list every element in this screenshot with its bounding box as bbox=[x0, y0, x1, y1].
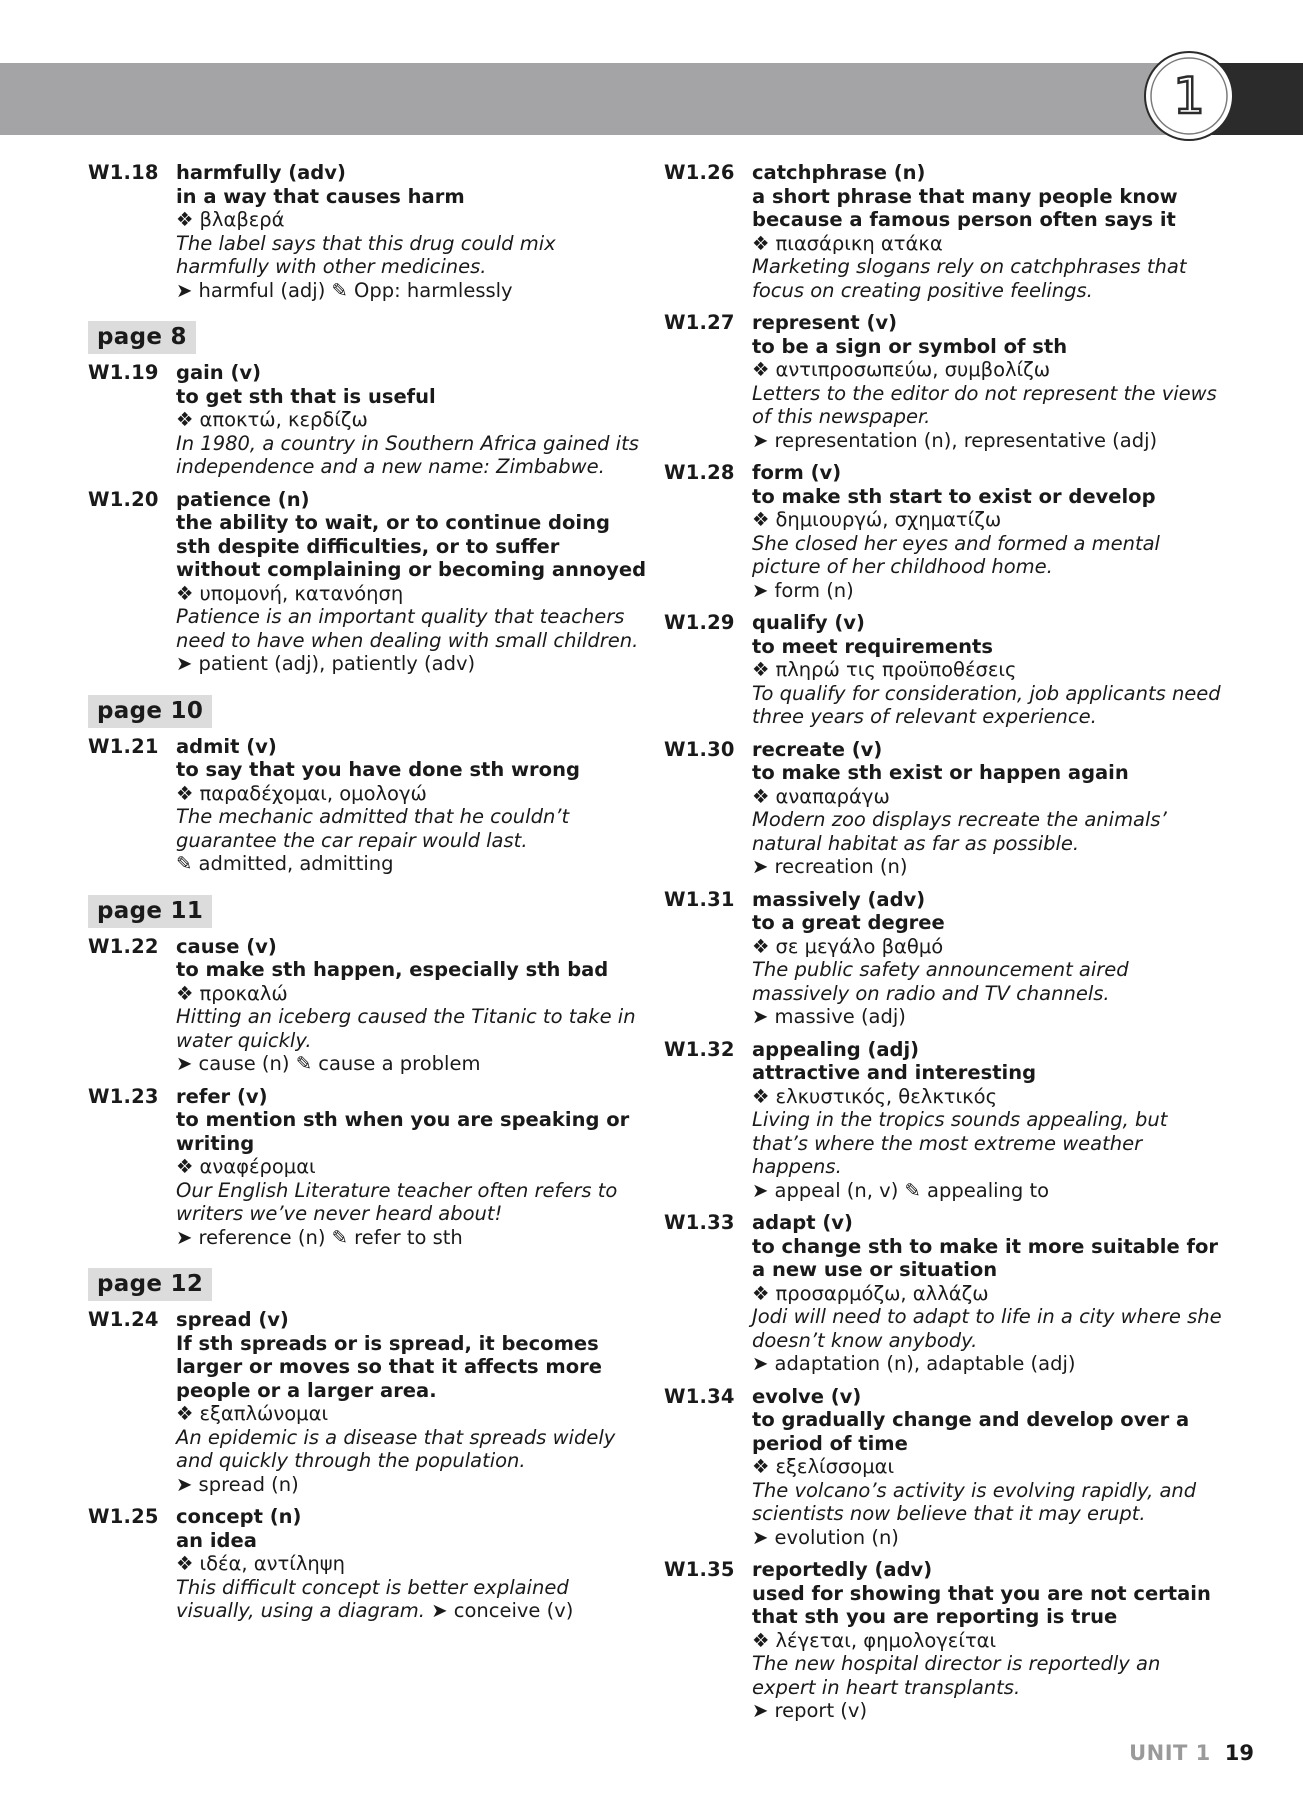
unit-badge bbox=[1143, 50, 1235, 142]
entry-greek-translation: προκαλώ bbox=[199, 981, 288, 1005]
entry-greek-line bbox=[752, 935, 1224, 959]
entry-definition: If sth spreads or is spread, it becomes larger or moves so that it affects more people or a larger area. bbox=[176, 1331, 602, 1402]
entry-greek-translation: υπομονή, κατανόηση bbox=[199, 581, 404, 605]
glossary-entry bbox=[664, 311, 1224, 452]
entry-headword: spread (v) bbox=[176, 1308, 289, 1331]
entry-related: ➤ harmful (adj) ✎ Opp: harmlessly bbox=[176, 278, 513, 302]
entry-body bbox=[752, 1385, 1224, 1550]
entry-example: Marketing slogans rely on catchphrases that focus on creating positive feelings. bbox=[752, 255, 1187, 302]
entry-body bbox=[176, 161, 648, 302]
greek-marker-icon: ❖ bbox=[752, 231, 770, 255]
entry-body bbox=[752, 461, 1224, 602]
glossary-entry bbox=[664, 888, 1224, 1029]
entry-example: The mechanic admitted that he couldn’t guarantee the car repair would last. bbox=[176, 805, 570, 852]
entry-id: W1.24 bbox=[88, 1308, 159, 1331]
greek-marker-icon: ❖ bbox=[752, 934, 770, 958]
entry-definition: an idea bbox=[176, 1528, 257, 1552]
entry-greek-translation: ελκυστικός, θελκτικός bbox=[775, 1084, 998, 1108]
glossary-entry bbox=[88, 1505, 648, 1623]
glossary-entry bbox=[664, 611, 1224, 729]
entry-related: ➤ recreation (n) bbox=[752, 855, 908, 878]
entry-greek-translation: προσαρμόζω, αλλάζω bbox=[775, 1281, 989, 1305]
entry-id: W1.33 bbox=[664, 1211, 735, 1234]
entry-example-line bbox=[176, 1576, 648, 1623]
entry-greek-translation: ιδέα, αντίληψη bbox=[199, 1552, 346, 1575]
entry-definition: to a great degree bbox=[752, 911, 945, 934]
entry-headword: qualify (v) bbox=[752, 611, 865, 634]
entry-greek-line bbox=[176, 782, 648, 806]
entry-body bbox=[176, 488, 648, 676]
entry-example: Hitting an iceberg caused the Titanic to take in water quickly. bbox=[176, 1005, 636, 1052]
entry-example: Living in the tropics sounds appealing, but that’s where the most extreme weather happens. bbox=[752, 1108, 1168, 1178]
entry-example: Letters to the editor do not represent the views of this newspaper. bbox=[752, 381, 1217, 428]
entry-headword: admit (v) bbox=[176, 734, 277, 758]
entry-greek-line bbox=[752, 658, 1224, 682]
glossary-entry bbox=[664, 1038, 1224, 1203]
unit-number: 1 bbox=[1173, 67, 1205, 125]
entry-id: W1.28 bbox=[664, 461, 735, 484]
page-section-wrapper bbox=[88, 885, 648, 935]
entry-definition: to make sth start to exist or develop bbox=[752, 484, 1156, 508]
entry-greek-translation: αναφέρομαι bbox=[199, 1155, 316, 1178]
entry-related: ➤ adaptation (n), adaptable (adj) bbox=[752, 1352, 1076, 1375]
page-section-wrapper bbox=[88, 685, 648, 735]
entry-body bbox=[176, 935, 648, 1076]
greek-marker-icon: ❖ bbox=[176, 1402, 194, 1425]
entry-headword: concept (n) bbox=[176, 1505, 302, 1528]
entry-body bbox=[752, 1558, 1224, 1723]
entry-id: W1.21 bbox=[88, 734, 159, 758]
entry-headword: patience (n) bbox=[176, 487, 310, 511]
entry-headword: form (v) bbox=[752, 461, 842, 484]
entry-headword: represent (v) bbox=[752, 311, 898, 334]
entry-related: ✎ admitted, admitting bbox=[176, 852, 394, 875]
glossary-entry bbox=[88, 1085, 648, 1250]
greek-marker-icon: ❖ bbox=[176, 408, 194, 431]
entry-body bbox=[752, 161, 1224, 302]
entry-example: Jodi will need to adapt to life in a city where she doesn’t know anybody. bbox=[752, 1305, 1222, 1352]
entry-body bbox=[176, 361, 648, 479]
footer-page-number: 19 bbox=[1224, 1741, 1254, 1765]
entry-id: W1.22 bbox=[88, 934, 159, 958]
entry-definition: used for showing that you are not certain that sth you are reporting is true bbox=[752, 1581, 1211, 1628]
entry-related: ➤ form (n) bbox=[752, 578, 854, 602]
entry-greek-translation: πληρώ τις προϋποθέσεις bbox=[775, 658, 1017, 681]
entry-greek-line bbox=[752, 1629, 1224, 1653]
entry-greek-translation: εξελίσσομαι bbox=[775, 1455, 895, 1478]
greek-marker-icon: ❖ bbox=[752, 784, 770, 808]
footer-unit-label: UNIT 1 bbox=[1129, 1741, 1211, 1765]
entry-headword: reportedly (adv) bbox=[752, 1558, 933, 1581]
greek-marker-icon: ❖ bbox=[752, 1455, 770, 1478]
entry-example: The new hospital director is reportedly an expert in heart transplants. bbox=[752, 1652, 1161, 1699]
entry-definition: to make sth happen, especially sth bad bbox=[176, 958, 609, 981]
entry-definition: to meet requirements bbox=[752, 634, 993, 658]
glossary-entry bbox=[664, 1385, 1224, 1550]
entry-body bbox=[752, 738, 1224, 879]
entry-id: W1.26 bbox=[664, 161, 735, 184]
entry-definition: to mention sth when you are speaking or writing bbox=[176, 1108, 630, 1155]
entry-body bbox=[176, 735, 648, 876]
entry-greek-line bbox=[176, 408, 648, 432]
entry-definition: attractive and interesting bbox=[752, 1061, 1037, 1084]
entry-greek-translation: σε μεγάλο βαθμό bbox=[775, 934, 944, 958]
entry-definition: the ability to wait, or to continue doing sth despite difficulties, or to suffer without complaining or becoming annoyed bbox=[176, 511, 647, 581]
entry-headword: refer (v) bbox=[176, 1084, 268, 1108]
greek-marker-icon: ❖ bbox=[176, 208, 194, 231]
entry-body bbox=[752, 1038, 1224, 1203]
entry-id: W1.32 bbox=[664, 1037, 735, 1061]
entry-greek-translation: βλαβερά bbox=[199, 208, 285, 231]
glossary-entry bbox=[664, 738, 1224, 879]
entry-body bbox=[752, 311, 1224, 452]
entry-example: The public safety announcement aired massively on radio and TV channels. bbox=[752, 958, 1129, 1005]
entry-greek-line bbox=[176, 1155, 648, 1179]
right-column bbox=[664, 161, 1224, 1732]
page-footer bbox=[1129, 1740, 1254, 1766]
greek-marker-icon: ❖ bbox=[752, 1084, 770, 1108]
entry-id: W1.29 bbox=[664, 611, 735, 634]
entry-example: This difficult concept is better explained visually, using a diagram. bbox=[176, 1575, 569, 1622]
entry-example: The volcano’s activity is evolving rapidly, and scientists now believe that it may erupt. bbox=[752, 1478, 1197, 1525]
glossary-entry bbox=[664, 1211, 1224, 1376]
entry-related: ➤ patient (adj), patiently (adv) bbox=[176, 652, 476, 675]
greek-marker-icon: ❖ bbox=[176, 781, 194, 805]
entry-definition: to gradually change and develop over a period of time bbox=[752, 1408, 1190, 1455]
entry-id: W1.34 bbox=[664, 1384, 735, 1408]
page-section-label: page 12 bbox=[88, 1268, 212, 1301]
glossary-entry bbox=[664, 1558, 1224, 1723]
entry-id: W1.27 bbox=[664, 311, 735, 334]
greek-marker-icon: ❖ bbox=[176, 1155, 194, 1178]
entry-related: ➤ spread (n) bbox=[176, 1472, 299, 1496]
glossary-entry bbox=[664, 161, 1224, 302]
entry-headword: appealing (adj) bbox=[752, 1037, 920, 1061]
entry-body bbox=[176, 1308, 648, 1496]
entry-id: W1.30 bbox=[664, 737, 735, 761]
left-column bbox=[88, 161, 648, 1632]
entry-headword: massively (adv) bbox=[752, 887, 926, 911]
greek-marker-icon: ❖ bbox=[176, 581, 194, 605]
greek-marker-icon: ❖ bbox=[752, 508, 770, 531]
entry-greek-translation: λέγεται, φημολογείται bbox=[775, 1628, 997, 1652]
header-bar bbox=[0, 63, 1170, 135]
entry-greek-line bbox=[752, 508, 1224, 532]
entry-example: Modern zoo displays recreate the animals’ natural habitat as far as possible. bbox=[752, 808, 1167, 855]
entry-id: W1.23 bbox=[88, 1084, 159, 1108]
entry-related: ➤ evolution (n) bbox=[752, 1525, 899, 1549]
glossary-entry bbox=[88, 488, 648, 676]
entry-related: ➤ appeal (n, v) ✎ appealing to bbox=[752, 1178, 1050, 1202]
entry-definition: to make sth exist or happen again bbox=[752, 761, 1129, 784]
entry-id: W1.20 bbox=[88, 487, 159, 511]
entry-body bbox=[752, 611, 1224, 729]
entry-greek-line bbox=[176, 582, 648, 606]
glossary-entry bbox=[88, 361, 648, 479]
entry-greek-line bbox=[176, 982, 648, 1006]
entry-greek-line bbox=[176, 1402, 648, 1426]
entry-greek-line bbox=[176, 208, 648, 232]
entry-example: She closed her eyes and formed a mental picture of her childhood home. bbox=[752, 531, 1160, 578]
entry-definition: to be a sign or symbol of sth bbox=[752, 334, 1068, 358]
entry-body bbox=[176, 1085, 648, 1250]
entry-body bbox=[752, 888, 1224, 1029]
entry-body bbox=[176, 1505, 648, 1623]
entry-greek-translation: εξαπλώνομαι bbox=[199, 1402, 329, 1425]
glossary-entry bbox=[88, 735, 648, 876]
greek-marker-icon: ❖ bbox=[176, 981, 194, 1005]
entry-related: ➤ representation (n), representative (adj) bbox=[752, 428, 1158, 452]
entry-headword: adapt (v) bbox=[752, 1211, 853, 1234]
entry-greek-line bbox=[176, 1552, 648, 1576]
entry-id: W1.25 bbox=[88, 1505, 159, 1528]
entry-greek-translation: πιασάρικη ατάκα bbox=[775, 231, 943, 255]
entry-related: ➤ cause (n) ✎ cause a problem bbox=[176, 1052, 481, 1075]
entry-id: W1.35 bbox=[664, 1558, 735, 1581]
entry-definition: to change sth to make it more suitable for a new use or situation bbox=[752, 1234, 1218, 1281]
entry-greek-translation: αντιπροσωπεύω, συμβολίζω bbox=[775, 358, 1051, 381]
entry-related: ➤ reference (n) ✎ refer to sth bbox=[176, 1225, 463, 1249]
entry-definition: to say that you have done sth wrong bbox=[176, 758, 580, 781]
entry-id: W1.31 bbox=[664, 887, 735, 911]
entry-greek-line bbox=[752, 232, 1224, 256]
entry-greek-line bbox=[752, 358, 1224, 382]
entry-related: ➤ massive (adj) bbox=[752, 1005, 906, 1028]
page-section-label: page 10 bbox=[88, 695, 212, 728]
entry-definition: a short phrase that many people know because a famous person often says it bbox=[752, 184, 1178, 231]
entry-related: ➤ conceive (v) bbox=[431, 1599, 574, 1622]
glossary-entry bbox=[88, 161, 648, 302]
entry-greek-translation: αποκτώ, κερδίζω bbox=[199, 408, 368, 431]
entry-example: In 1980, a country in Southern Africa gained its independence and a new name: Zimbabwe. bbox=[176, 431, 639, 478]
page-section-label: page 11 bbox=[88, 895, 212, 928]
entry-greek-translation: παραδέχομαι, ομολογώ bbox=[199, 781, 427, 805]
entry-example: To qualify for consideration, job applicants need three years of relevant experience. bbox=[752, 681, 1221, 728]
unit-badge-icon bbox=[1143, 50, 1235, 142]
entry-greek-translation: δημιουργώ, σχηματίζω bbox=[775, 508, 1002, 531]
glossary-entry bbox=[664, 461, 1224, 602]
entry-body bbox=[752, 1211, 1224, 1376]
entry-example: An epidemic is a disease that spreads widely and quickly through the population. bbox=[176, 1425, 616, 1472]
entry-greek-line bbox=[752, 785, 1224, 809]
greek-marker-icon: ❖ bbox=[752, 1628, 770, 1652]
page-section-wrapper bbox=[88, 311, 648, 361]
entry-example: The label says that this drug could mix harmfully with other medicines. bbox=[176, 231, 556, 278]
greek-marker-icon: ❖ bbox=[752, 658, 770, 681]
entry-greek-line bbox=[752, 1282, 1224, 1306]
entry-greek-line bbox=[752, 1085, 1224, 1109]
entry-headword: evolve (v) bbox=[752, 1384, 862, 1408]
entry-example: Patience is an important quality that teachers need to have when dealing with small children. bbox=[176, 605, 639, 652]
glossary-entry bbox=[88, 935, 648, 1076]
entry-headword: catchphrase (n) bbox=[752, 161, 926, 184]
entry-greek-translation: αναπαράγω bbox=[775, 784, 890, 808]
glossary-entry bbox=[88, 1308, 648, 1496]
greek-marker-icon: ❖ bbox=[752, 358, 770, 381]
entry-greek-line bbox=[752, 1455, 1224, 1479]
entry-id: W1.19 bbox=[88, 361, 159, 384]
entry-definition: to get sth that is useful bbox=[176, 384, 436, 408]
entry-headword: gain (v) bbox=[176, 361, 262, 384]
entry-id: W1.18 bbox=[88, 161, 159, 184]
entry-headword: recreate (v) bbox=[752, 737, 883, 761]
greek-marker-icon: ❖ bbox=[176, 1552, 194, 1575]
entry-related: ➤ report (v) bbox=[752, 1699, 868, 1722]
greek-marker-icon: ❖ bbox=[752, 1281, 770, 1305]
page-section-wrapper bbox=[88, 1258, 648, 1308]
entry-example: Our English Literature teacher often refers to writers we’ve never heard about! bbox=[176, 1178, 618, 1225]
entry-definition: in a way that causes harm bbox=[176, 184, 465, 208]
page-section-label: page 8 bbox=[88, 321, 196, 354]
entry-headword: harmfully (adv) bbox=[176, 161, 346, 184]
entry-headword: cause (v) bbox=[176, 934, 277, 958]
